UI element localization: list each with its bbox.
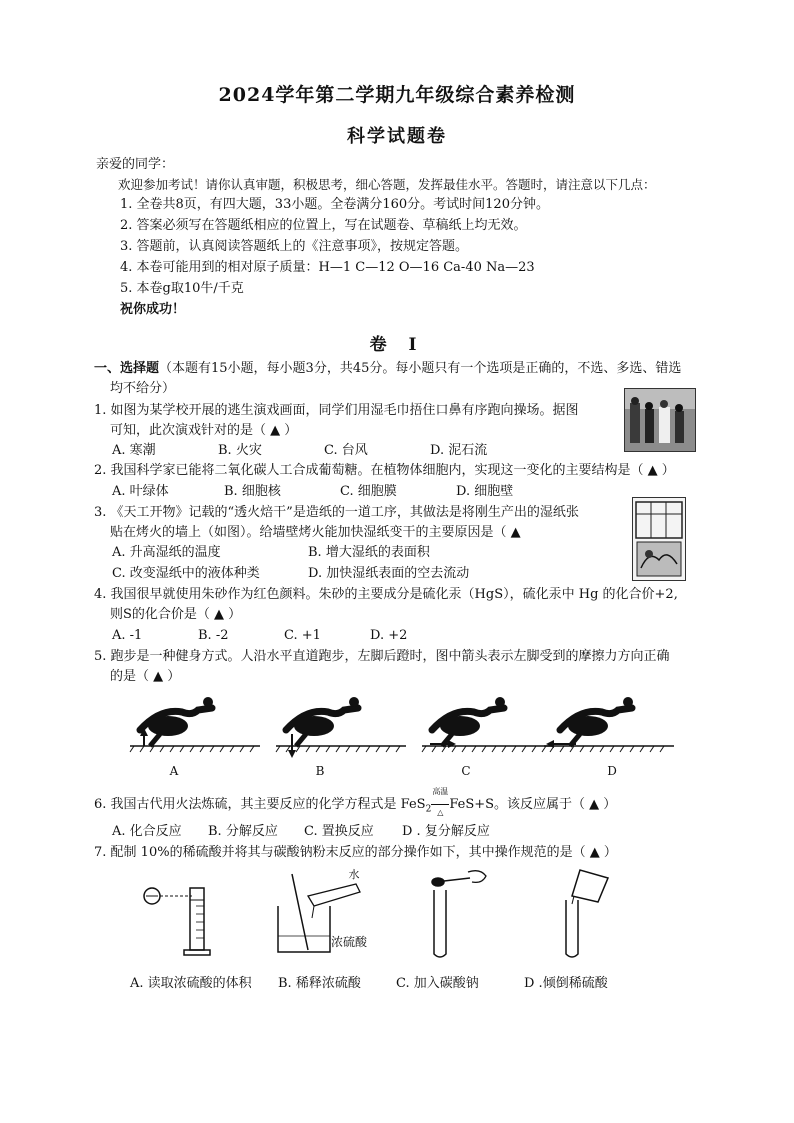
exam-subtitle: 科学试题卷 — [347, 126, 447, 147]
q7-label-water: 水 — [348, 868, 360, 881]
q6-text-post: FeS+S。该反应属于（ ▲ ） — [449, 797, 617, 812]
q2-line1: 2. 我国科学家已能将二氧化碳人工合成葡萄糖。在植物体细胞内，实现这一变化的主要结构是（ ▲ ） — [94, 463, 675, 478]
q7-figure-a — [144, 888, 210, 955]
q5-label-b: B — [315, 764, 325, 778]
q6-option-d: D . 复分解反应 — [402, 824, 490, 839]
q2-options — [112, 483, 513, 501]
notice-item-4: 4. 本卷可能用到的相对原子质量：H—1 C—12 O—16 Ca-40 Na—23 — [120, 260, 535, 275]
q3-options-row1 — [112, 544, 430, 562]
q4-option-d: D. +2 — [370, 628, 408, 643]
q4-option-a: A. -1 — [112, 628, 143, 643]
q6-option-c: C. 置换反应 — [304, 824, 374, 839]
q5-runner-figures — [120, 690, 680, 760]
q3-options-row2 — [112, 565, 469, 583]
q1-option-b: B. 火灾 — [218, 443, 262, 458]
notice-item-5: 5. 本卷g取10牛/千克 — [120, 281, 244, 296]
q5-figure-c — [422, 697, 552, 752]
notice-item-2: 2. 答案必须写在答题纸相应的位置上，写在试题卷、草稿纸上均无效。 — [120, 218, 527, 233]
q5-figure-d — [544, 697, 674, 752]
q6-condition — [431, 787, 449, 817]
q6-option-a: A. 化合反应 — [112, 824, 182, 839]
q7-label-acid: 浓硫酸 — [330, 935, 367, 949]
q4-options — [112, 627, 407, 645]
q7-figure-d — [566, 870, 608, 957]
q3-option-c: C. 改变湿纸中的液体种类 — [112, 566, 260, 581]
q5-line2: 的是（ ▲ ） — [110, 669, 181, 684]
q1-options — [112, 442, 487, 460]
q5-label-d: D — [607, 764, 617, 778]
q4-line2: 则S的化合价是（ ▲ ） — [110, 607, 242, 622]
q6-options — [112, 823, 490, 841]
q4-line1: 4. 我国很早就使用朱砂作为红色颜料。朱砂的主要成分是硫化汞（HgS），硫化汞中 Hg 的化合价+2, — [94, 587, 678, 602]
notice-item-3: 3. 答题前，认真阅读答题纸上的《注意事项》，按规定答题。 — [120, 239, 469, 254]
q2-option-a: A. 叶绿体 — [112, 484, 169, 499]
q5-figure-b — [276, 697, 406, 758]
greeting: 亲爱的同学： — [96, 157, 175, 172]
q3-option-b: B. 增大湿纸的表面积 — [308, 545, 430, 560]
q7-line1: 7. 配制 10%的稀硫酸并将其与碳酸钠粉末反应的部分操作如下，其中操作规范的是（ ▲ ） — [94, 845, 617, 860]
q3-illustration — [632, 497, 686, 581]
section-heading — [94, 360, 681, 378]
q1-line1: 1. 如图为某学校开展的逃生演戏画面，同学们用湿毛巾捂住口鼻有序跑向操场。据图 — [94, 403, 579, 418]
q7-experiment-figures — [130, 866, 620, 962]
q6-line1: 6. 我国古代用火法炼硫，其主要反应的化学方程式是 FeS$_2$ 高温 △ FeS+S。该反应属于（ ▲ ） — [94, 787, 617, 817]
q5-label-a: A — [169, 764, 179, 778]
q3-option-a: A. 升高湿纸的温度 — [112, 545, 221, 560]
q6-cond-bottom: △ — [437, 808, 444, 817]
q2-option-c: C. 细胞膜 — [340, 484, 397, 499]
q7-caption-c: C. 加入碳酸钠 — [396, 976, 479, 991]
q6-text-pre: 6. 我国古代用火法炼硫，其主要反应的化学方程式是 FeS — [94, 797, 426, 812]
q1-photo — [624, 388, 696, 452]
q5-line1: 5. 跑步是一种健身方式。人沿水平直道跑步，左脚后蹬时，图中箭头表示左脚受到的摩擦力方向正确 — [94, 649, 670, 664]
exam-title: 2024学年第二学期九年级综合素养检测 — [218, 84, 576, 106]
q1-option-d: D. 泥石流 — [430, 443, 488, 458]
q5-figure-a — [130, 697, 260, 752]
q1-line2: 可知，此次演戏针对的是（ ▲ ） — [110, 423, 298, 438]
q1-option-c: C. 台风 — [324, 443, 368, 458]
q7-figure-c — [432, 871, 486, 957]
q7-caption-b: B. 稀释浓硫酸 — [278, 976, 361, 991]
notice-intro: 欢迎参加考试！请你认真审题，积极思考，细心答题，发挥最佳水平。答题时，请注意以下几点： — [118, 177, 656, 192]
q2-option-d: D. 细胞壁 — [456, 484, 514, 499]
notice-item-1: 1. 全卷共8页，有四大题，33小题。全卷满分160分。考试时间120分钟。 — [120, 197, 549, 212]
q5-label-c: C — [461, 764, 471, 778]
q7-caption-d: D .倾倒稀硫酸 — [524, 976, 608, 991]
section-heading-label: 一、选择题 — [94, 361, 160, 376]
notice-closing: 祝你成功！ — [120, 302, 186, 317]
q6-option-b: B. 分解反应 — [208, 824, 278, 839]
section-juan-title: 卷 I — [369, 335, 425, 355]
q4-option-b: B. -2 — [198, 628, 229, 643]
q3-line1: 3. 《天工开物》记载的“透火焙干”是造纸的一道工序，其做法是将刚生产出的湿纸张 — [94, 505, 579, 520]
q2-option-b: B. 细胞核 — [224, 484, 281, 499]
q1-option-a: A. 寒潮 — [112, 443, 156, 458]
q3-line2: 贴在烤火的墙上（如图）。给墙壁烤火能加快湿纸变干的主要原因是（ ▲ — [110, 525, 521, 540]
q7-caption-a: A. 读取浓硫酸的体积 — [130, 976, 252, 991]
q6-cond-top: 高温 — [432, 787, 449, 796]
q3-option-d: D. 加快湿纸表面的空去流动 — [308, 566, 470, 581]
section-heading-text: （本题有15小题，每小题3分，共45分。每小题只有一个选项是正确的，不选、多选、错选 — [159, 361, 682, 376]
q4-option-c: C. +1 — [284, 628, 321, 643]
section-heading-cont: 均不给分） — [110, 381, 176, 396]
